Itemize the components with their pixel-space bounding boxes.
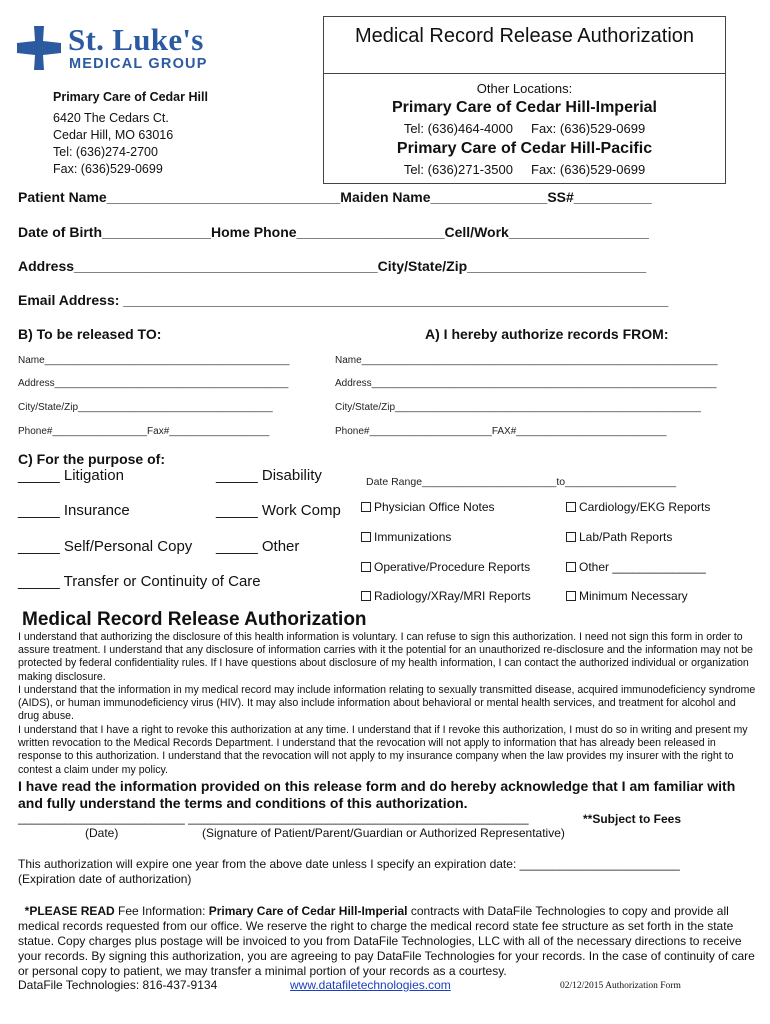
location-name: Primary Care of Cedar Hill-Pacific xyxy=(396,140,653,157)
purpose-disability[interactable]: _____ Disability xyxy=(216,467,322,484)
location-contact: Tel: (636)271-3500 Fax: (636)529-0699 xyxy=(403,162,646,177)
checkbox-icon[interactable] xyxy=(361,532,371,542)
logo-subtitle: MEDICAL GROUP xyxy=(69,56,208,72)
checkbox-icon[interactable] xyxy=(566,502,576,512)
expiration-label: (Expiration date of authorization) xyxy=(18,872,192,886)
cross-logo-icon xyxy=(17,26,61,70)
location-contact: Tel: (636)464-4000 Fax: (636)529-0699 xyxy=(403,121,646,136)
release-from-name[interactable]: Name________________________________________________________________ xyxy=(335,355,718,366)
release-from-phone[interactable]: Phone#______________________FAX#___________________________ xyxy=(335,426,667,437)
authorization-para-1: I understand that authorizing the disclosure of this health information is voluntary. I can refuse to sign this authorization. I need not sign this form in order to assure treatment. I understand that any disclosure of information carries with it the potential for an unauthorized re-disclosure and the information may not be protected by federal confidentiality rules. If I have questions about disclosure of my health information, I can contact the authorized individual or organization making disclosure. xyxy=(18,631,753,683)
date-range-field[interactable]: Date Range_______________________to___________________ xyxy=(366,476,677,488)
date-label: (Date) xyxy=(85,826,119,840)
release-to-heading: B) To be released TO: xyxy=(18,326,162,342)
checkbox-icon[interactable] xyxy=(566,591,576,601)
purpose-other[interactable]: _____ Other xyxy=(216,538,300,555)
clinic-tel: Tel: (636)274-2700 xyxy=(53,145,158,159)
authorization-para-2: I understand that the information in my medical record may include information relating to sexually transmitted disease, acquired immunodeficiency syndrome (AIDS), or human immunodeficiency virus (HIV). It may also include information about behavioral or mental health services, and treatment for alcohol and drug abuse. xyxy=(18,684,756,723)
signature-label: (Signature of Patient/Parent/Guardian or Authorized Representative) xyxy=(202,826,565,840)
purpose-work-comp[interactable]: _____ Work Comp xyxy=(216,502,341,519)
logo-name: St. Luke's xyxy=(68,22,204,57)
purpose-heading: C) For the purpose of: xyxy=(18,451,165,467)
release-to-phone[interactable]: Phone#_________________Fax#__________________ xyxy=(18,426,270,437)
checkbox-immunizations[interactable]: Immunizations xyxy=(361,530,451,544)
please-read: *PLEASE READ xyxy=(24,904,115,918)
checkbox-icon[interactable] xyxy=(566,562,576,572)
purpose-self-copy[interactable]: _____ Self/Personal Copy xyxy=(18,538,193,555)
address-line[interactable]: Address_______________________________________City/State/Zip_______________________ xyxy=(18,258,647,274)
authorization-para-3: I understand that I have a right to revoke this authorization at any time. I understand that if I revoke this authorization, I must do so in writing and present my written revocation to the Medical Records Department. I understand that the revocation will not apply to information that has already been released in response to this authorization. I understand that the revocation will not apply to my insurance company when the law provides my insurer with the right to contest a claim under my policy. xyxy=(18,724,748,776)
checkbox-icon[interactable] xyxy=(361,502,371,512)
fee-information: *PLEASE READ Fee Information: Primary Care of Cedar Hill-Imperial contracts with DataFile Technologies to copy and provide all medical records requested from our office. We reserve the right to charge the medical record state fee structure as set forth in the state statue. Copy charges plus postage will be invoiced to you from DataFile Technologies, LLC with all of the necessary directions to receive your records. By signing this authorization, you are agreeing to pay DataFile Technologies for your records. In the case of continuity of care or personal copy to patient, we may transfer a minimal portion of your records as a courtesy. xyxy=(18,904,755,978)
release-from-heading: A) I hereby authorize records FROM: xyxy=(425,326,669,342)
checkbox-lab-path[interactable]: Lab/Path Reports xyxy=(566,530,672,544)
release-to-name[interactable]: Name____________________________________________ xyxy=(18,355,290,366)
dob-phone-line[interactable]: Date of Birth______________Home Phone___________________Cell/Work__________________ xyxy=(18,224,649,240)
release-from-city[interactable]: City/State/Zip_______________________________________________________ xyxy=(335,402,701,413)
datafile-website-link[interactable]: www.datafiletechnologies.com xyxy=(290,978,451,992)
authorization-heading: Medical Record Release Authorization xyxy=(22,609,367,630)
fee-clinic-name: Primary Care of Cedar Hill-Imperial xyxy=(208,904,408,918)
other-locations-label: Other Locations: xyxy=(476,81,573,96)
signature-line[interactable]: _________________________ ___________________________________________________ xyxy=(18,811,529,825)
form-id: 02/12/2015 Authorization Form xyxy=(560,981,681,991)
expiration-line[interactable]: This authorization will expire one year from the above date unless I specify an expiration date: ________________________ xyxy=(18,857,680,871)
patient-name-line[interactable]: Patient Name______________________________Maiden Name_______________SS#__________ xyxy=(18,189,652,205)
release-to-address[interactable]: Address__________________________________________ xyxy=(18,378,289,389)
subject-to-fees: **Subject to Fees xyxy=(583,812,682,826)
purpose-transfer[interactable]: _____ Transfer or Continuity of Care xyxy=(18,573,261,590)
form-title: Medical Record Release Authorization xyxy=(354,25,695,47)
location-name: Primary Care of Cedar Hill-Imperial xyxy=(392,99,657,116)
checkbox-operative[interactable]: Operative/Procedure Reports xyxy=(361,560,530,574)
clinic-address1: 6420 The Cedars Ct. xyxy=(53,111,169,125)
purpose-litigation[interactable]: _____ Litigation xyxy=(18,467,124,484)
checkbox-icon[interactable] xyxy=(566,532,576,542)
email-line[interactable]: Email Address: ______________________________________________________________________ xyxy=(18,292,669,308)
header-box xyxy=(323,16,726,184)
checkbox-minimum[interactable]: Minimum Necessary xyxy=(566,589,688,603)
acknowledgement: I have read the information provided on this release form and do hereby acknowledge that I am familiar with and fully understand the terms and conditions of this authorization. xyxy=(18,778,736,811)
datafile-phone: DataFile Technologies: 816-437-9134 xyxy=(18,978,218,992)
checkbox-radiology[interactable]: Radiology/XRay/MRI Reports xyxy=(361,589,531,603)
clinic-name: Primary Care of Cedar Hill xyxy=(53,90,208,104)
clinic-fax: Fax: (636)529-0699 xyxy=(53,162,163,176)
header-divider xyxy=(324,73,725,74)
checkbox-icon[interactable] xyxy=(361,591,371,601)
checkbox-other[interactable]: Other ______________ xyxy=(566,560,706,574)
checkbox-icon[interactable] xyxy=(361,562,371,572)
clinic-address2: Cedar Hill, MO 63016 xyxy=(53,128,174,142)
purpose-insurance[interactable]: _____ Insurance xyxy=(18,502,130,519)
release-to-city[interactable]: City/State/Zip___________________________________ xyxy=(18,402,273,413)
checkbox-physician-notes[interactable]: Physician Office Notes xyxy=(361,500,495,514)
release-from-address[interactable]: Address______________________________________________________________ xyxy=(335,378,717,389)
checkbox-cardiology[interactable]: Cardiology/EKG Reports xyxy=(566,500,710,514)
